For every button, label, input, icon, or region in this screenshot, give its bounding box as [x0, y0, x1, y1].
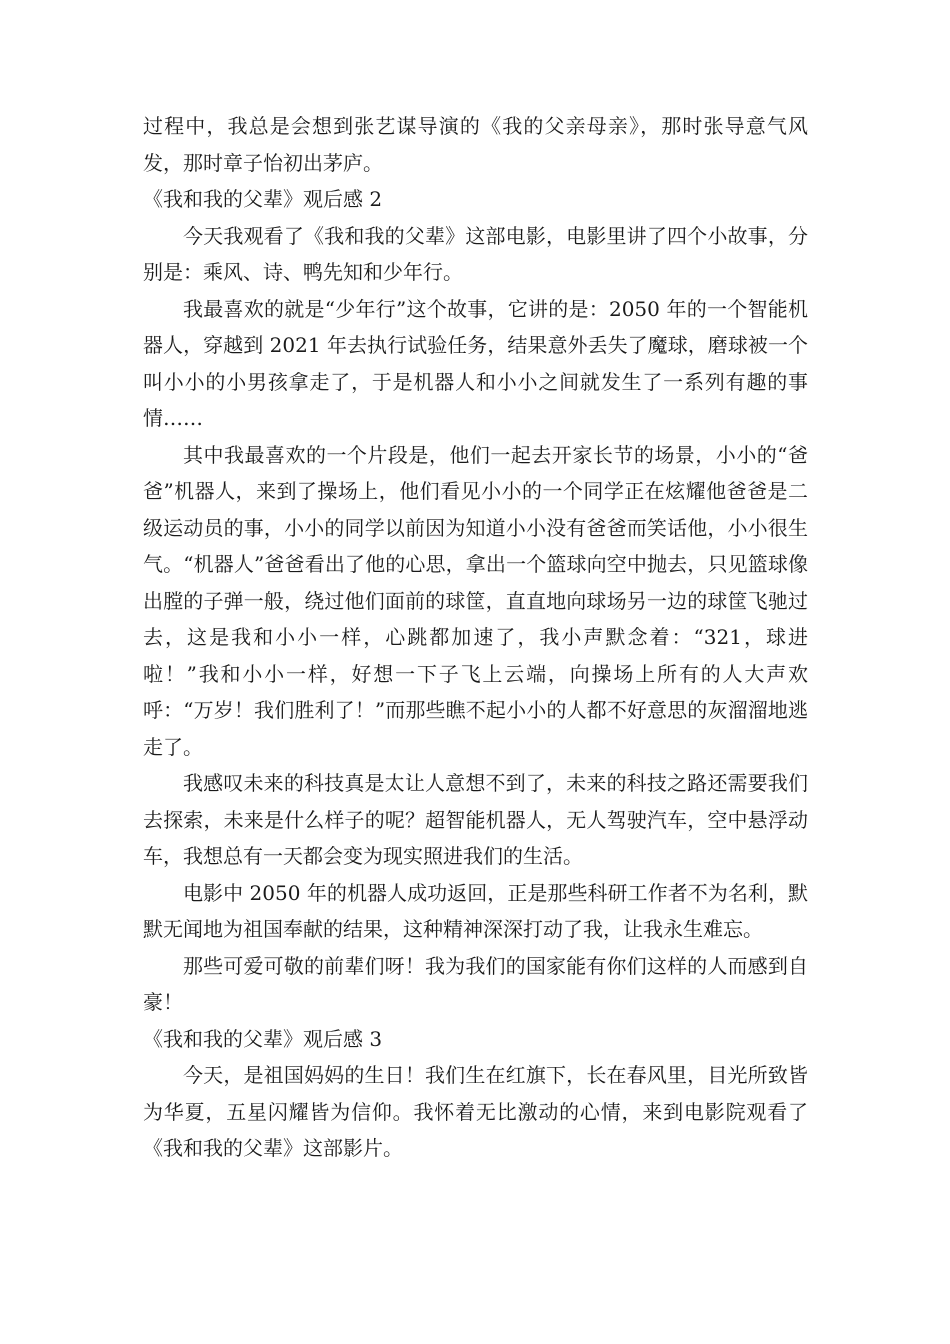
- body-paragraph: 我最喜欢的就是“少年行”这个故事，它讲的是：2050 年的一个智能机器人，穿越到 2021 年去执行试验任务，结果意外丢失了魔球，磨球被一个叫小小的小男孩拿走了，于是机器人和小小之间就发生了一系列有趣的事情……: [143, 296, 808, 430]
- intro-paragraph: 过程中，我总是会想到张艺谋导演的《我的父亲母亲》，那时张导意气风发，那时章子怡初出茅庐。: [143, 114, 808, 175]
- section-heading-2: 《我和我的父辈》观后感 2: [143, 187, 383, 211]
- document-page: [143, 108, 808, 1167]
- body-paragraph: 其中我最喜欢的一个片段是，他们一起去开家长节的场景，小小的“爸爸”机器人，来到了操场上，他们看见小小的一个同学正在炫耀他爸爸是二级运动员的事，小小的同学以前因为知道小小没有爸爸而笑话他，小小很生气。“机器人”爸爸看出了他的心思，拿出一个篮球向空中抛去，只见篮球像出膛的子弹一般，绕过他们面前的球筐，直直地向球场另一边的球筐飞驰过去，这是我和小小一样，心跳都加速了，我小声默念着：“321，球进啦！”我和小小一样，好想一下子飞上云端，向操场上所有的人大声欢呼：“万岁！我们胜利了！”而那些瞧不起小小的人都不好意思的灰溜溜地逃走了。: [143, 442, 808, 759]
- body-paragraph: 电影中 2050 年的机器人成功返回，正是那些科研工作者不为名利，默默无闻地为祖国奉献的结果，这种精神深深打动了我，让我永生难忘。: [143, 880, 808, 941]
- body-paragraph: 我感叹未来的科技真是太让人意想不到了，未来的科技之路还需要我们去探索，未来是什么样子的呢？超智能机器人，无人驾驶汽车，空中悬浮动车，我想总有一天都会变为现实照进我们的生活。: [143, 771, 808, 868]
- section-heading-3: 《我和我的父辈》观后感 3: [143, 1026, 383, 1051]
- body-paragraph: 今天，是祖国妈妈的生日！我们生在红旗下，长在春风里，目光所致皆为华夏，五星闪耀皆为信仰。我怀着无比激动的心情，来到电影院观看了《我和我的父辈》这部影片。: [143, 1063, 808, 1160]
- body-paragraph: 今天我观看了《我和我的父辈》这部电影，电影里讲了四个小故事，分别是：乘风、诗、鸭先知和少年行。: [143, 223, 808, 284]
- body-paragraph: 那些可爱可敬的前辈们呀！我为我们的国家能有你们这样的人而感到自豪！: [143, 953, 808, 1014]
